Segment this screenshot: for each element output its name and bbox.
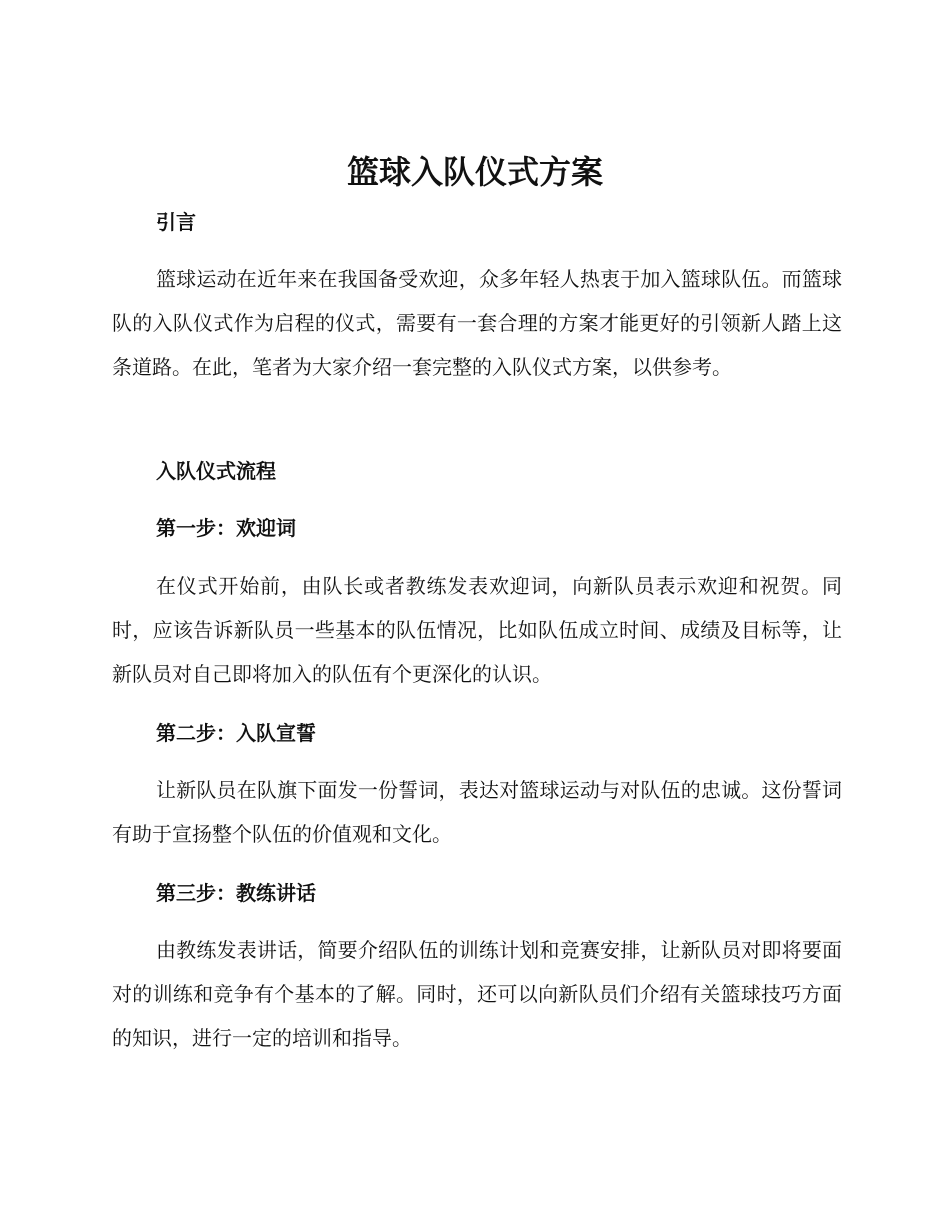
document-title: 篮球入队仪式方案 [346,153,603,191]
intro-paragraph: 篮球运动在近年来在我国备受欢迎，众多年轻人热衷于加入篮球队伍。而篮球队的入队仪式作为启程的仪式，需要有一套合理的方案才能更好的引领新人踏上这条道路。在此，笔者为大家介绍一套完整的入队仪式方案，以供参考。 [112,267,842,379]
process-heading: 入队仪式流程 [156,459,276,483]
step-1-heading: 第一步：欢迎词 [156,516,296,540]
step-1-paragraph: 在仪式开始前，由队长或者教练发表欢迎词，向新队员表示欢迎和祝贺。同时，应该告诉新队员一些基本的队伍情况，比如队伍成立时间、成绩及目标等，让新队员对自己即将加入的队伍有个更深化的认识。 [112,574,842,686]
step-2-heading: 第二步：入队宣誓 [156,721,316,745]
step-3-paragraph: 由教练发表讲话，简要介绍队伍的训练计划和竞赛安排，让新队员对即将要面对的训练和竞争有个基本的了解。同时，还可以向新队员们介绍有关篮球技巧方面的知识，进行一定的培训和指导。 [112,938,842,1050]
step-2-paragraph: 让新队员在队旗下面发一份誓词，表达对篮球运动与对队伍的忠诚。这份誓词有助于宣扬整个队伍的价值观和文化。 [112,778,842,846]
intro-heading: 引言 [156,210,196,234]
step-3-heading: 第三步：教练讲话 [156,881,316,905]
